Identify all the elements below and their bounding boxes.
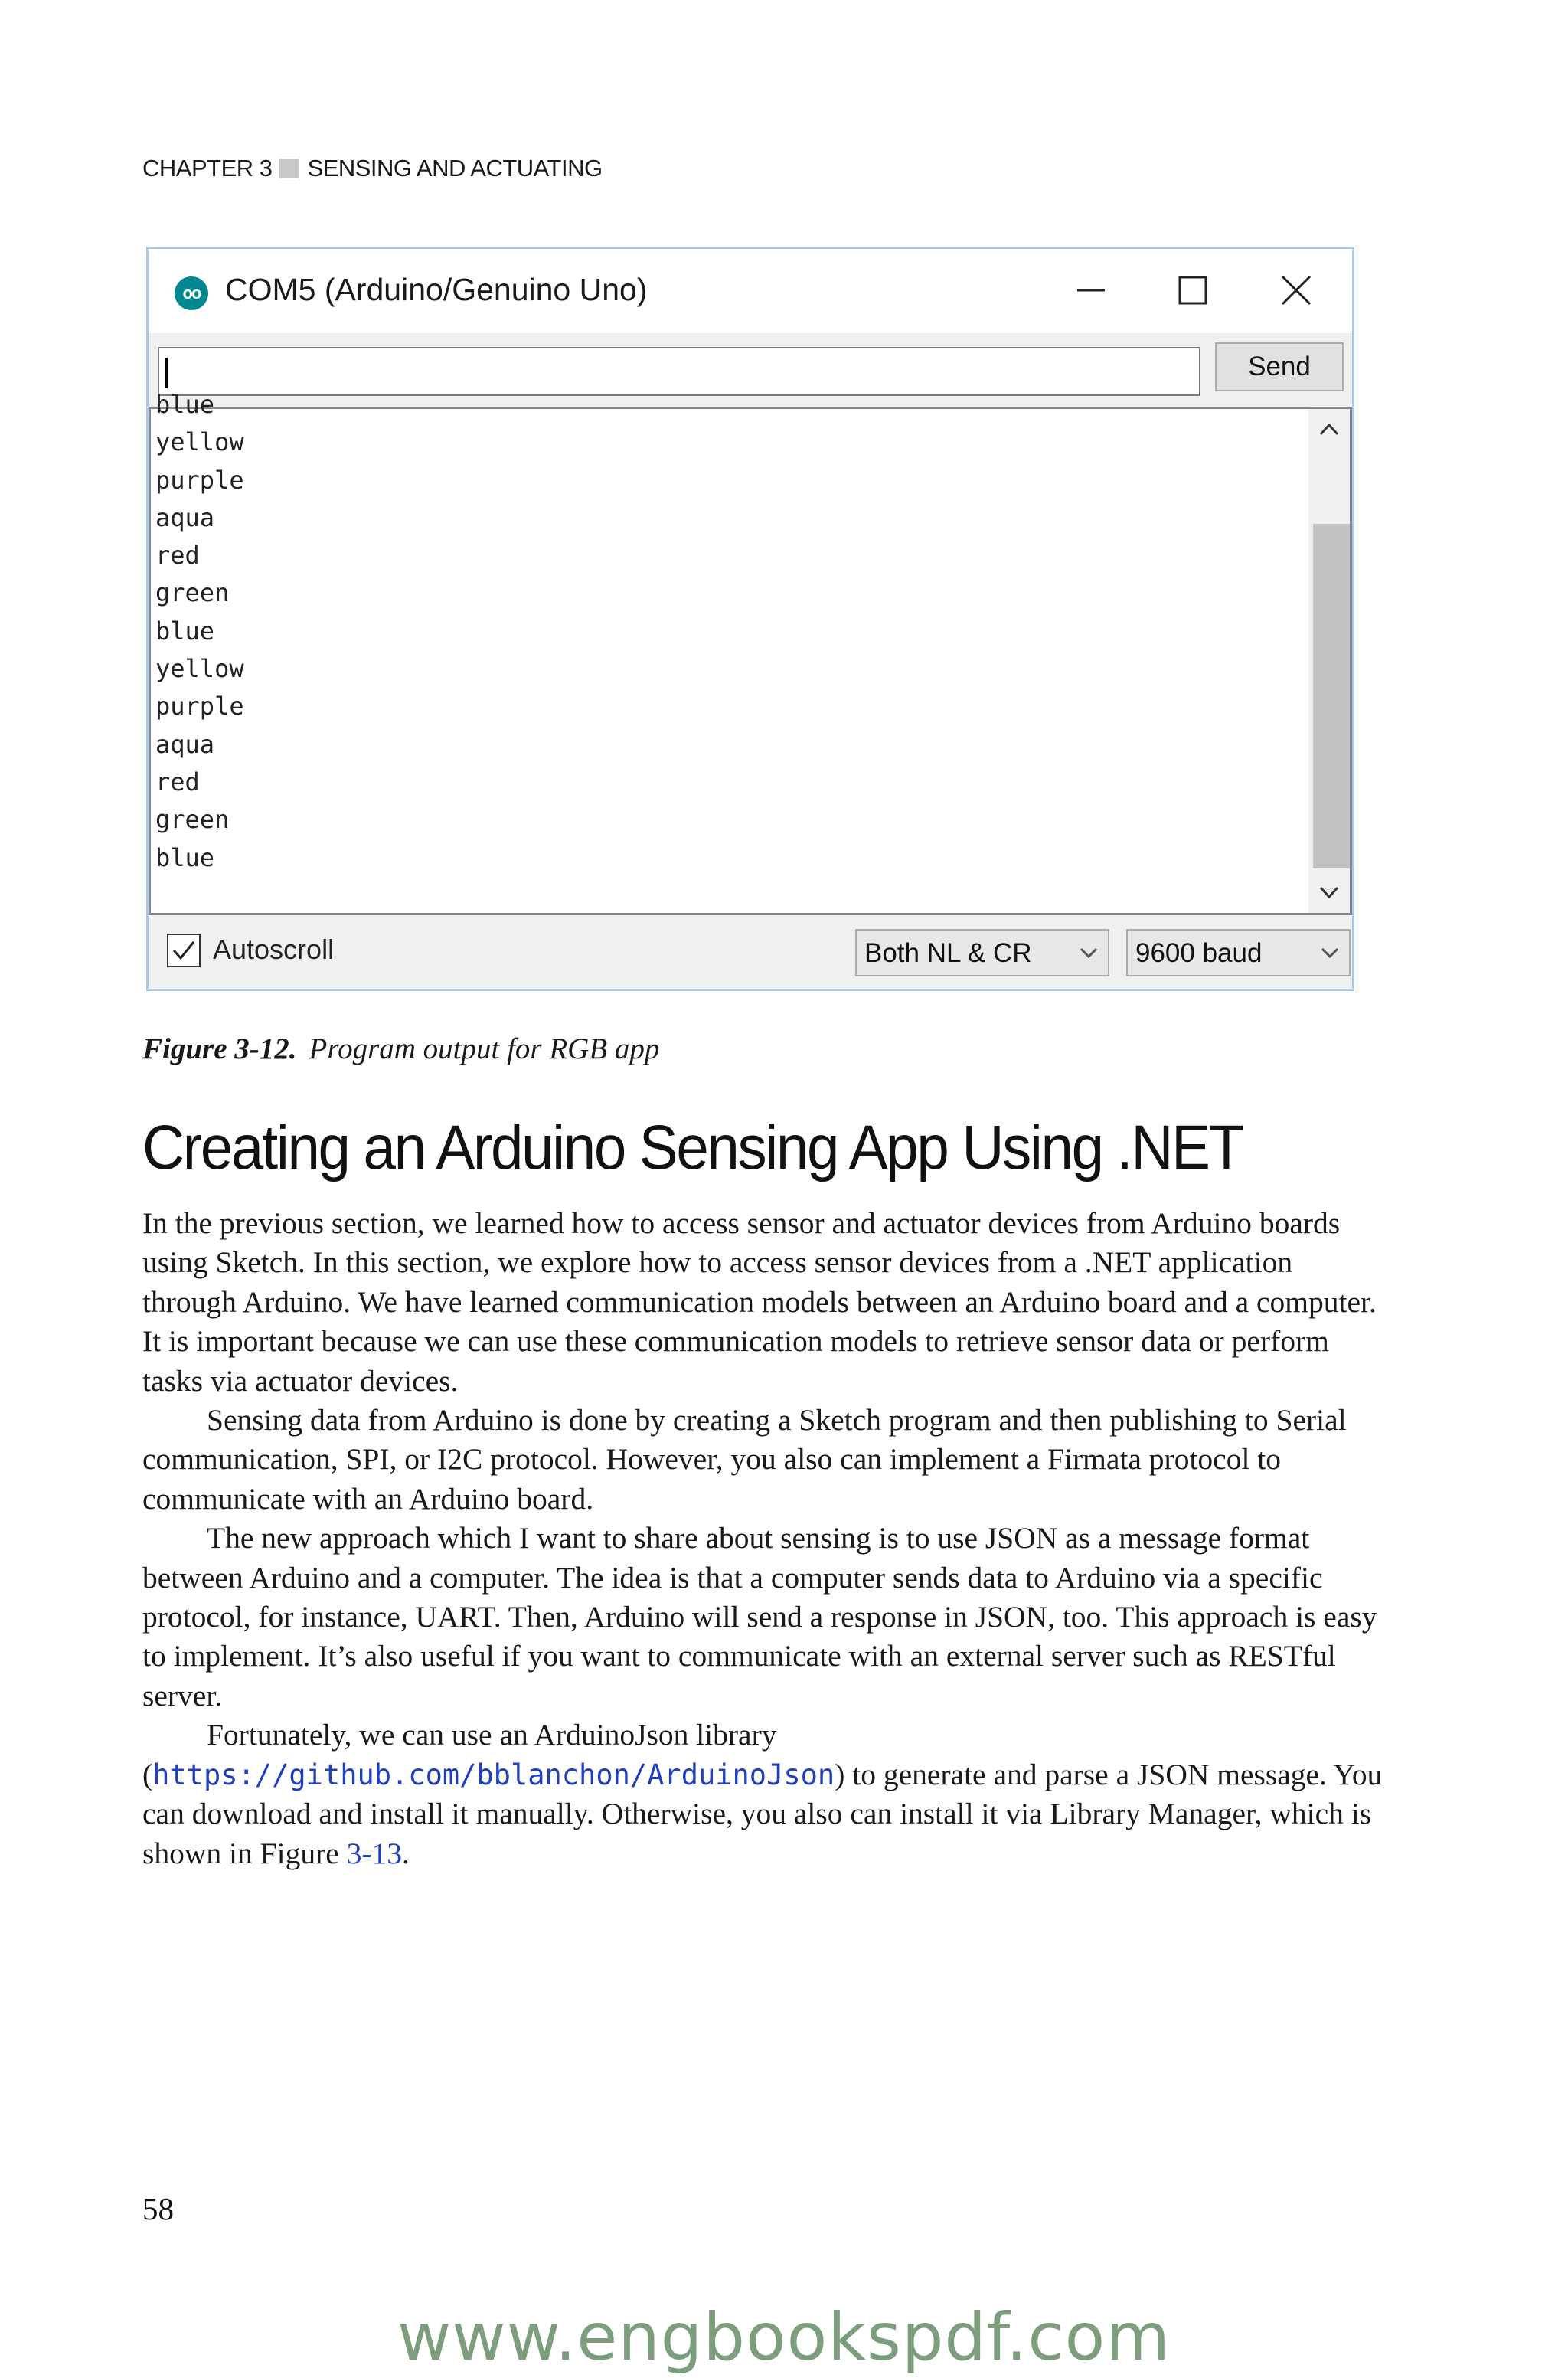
paragraph: The new approach which I want to share about sensing is to use JSON as a message format between Arduino and a computer. The idea is that a computer sends data to Arduino via a specific protocol, for instance, UART. Then, Arduino will send a response in JSON, too. This approach is easy to implement. It’s also useful if you want to communicate with an external server such as RESTful server. (142, 1521, 1377, 1712)
paragraph-text: Fortunately, we can use an ArduinoJson library ( (142, 1718, 777, 1791)
output-lines (155, 386, 244, 877)
output-line: purple (155, 692, 244, 721)
scroll-thumb[interactable] (1313, 524, 1350, 868)
watermark: www.engbookspdf.com (397, 2299, 1171, 2376)
maximize-icon (1178, 275, 1208, 306)
close-icon (1279, 273, 1313, 307)
paragraph-text: ) to generate and parse a JSON message. You can download and install it manually. Otherwise, you also can install it via Library Manager, which is shown in Figure (142, 1757, 1383, 1870)
output-line: aqua (155, 729, 215, 759)
output-line: blue (155, 616, 215, 646)
output-line: yellow (155, 427, 244, 457)
output-line: green (155, 805, 230, 835)
figure-caption-text: Program output for RGB app (309, 1032, 660, 1065)
serial-monitor-window (146, 247, 1354, 991)
figure-label: Figure 3-12. (142, 1032, 297, 1065)
close-button[interactable] (1269, 267, 1323, 313)
vertical-scrollbar[interactable] (1308, 409, 1350, 913)
send-row (149, 333, 1352, 410)
arduino-logo-icon: oo (175, 276, 208, 310)
page-number: 58 (142, 2191, 174, 2226)
scroll-down-arrow-icon[interactable] (1316, 879, 1342, 905)
arduinojson-link[interactable]: https://github.com/bblanchon/ArduinoJson (152, 1758, 835, 1791)
output-line: green (155, 578, 230, 608)
output-line: purple (155, 465, 244, 495)
figure-reference-link[interactable]: 3-13 (346, 1836, 403, 1870)
output-line: yellow (155, 654, 244, 684)
body-text (142, 1204, 1383, 1873)
output-line: blue (155, 390, 215, 419)
baud-rate-select[interactable] (1126, 929, 1351, 976)
serial-output (149, 390, 1352, 915)
line-ending-value: Both NL & CR (864, 938, 1032, 968)
paragraph-text: . (402, 1836, 410, 1870)
minimize-icon (1076, 275, 1106, 306)
section-heading: Creating an Arduino Sensing App Using .NET (142, 1113, 1243, 1182)
paragraph (142, 1716, 1383, 1873)
line-ending-select[interactable] (855, 929, 1109, 976)
paragraph: In the previous section, we learned how to access sensor and actuator devices from Arduino boards using Sketch. In this section, we explore how to access sensor devices from a .NET application through Arduino. We have learned communication models between an Arduino board and a computer. It is important because we can use these communication models to retrieve sensor data or perform tasks via actuator devices. (142, 1206, 1377, 1398)
output-line: aqua (155, 502, 215, 532)
maximize-button[interactable] (1166, 267, 1220, 313)
figure-caption (142, 1032, 659, 1066)
window-title: COM5 (Arduino/Genuino Uno) (225, 272, 648, 307)
chapter-label: CHAPTER 3 (142, 155, 273, 182)
chevron-down-icon (1318, 941, 1341, 964)
chevron-down-icon (1077, 941, 1100, 964)
checkmark-icon (170, 937, 198, 964)
running-head (142, 155, 603, 182)
send-button[interactable]: Send (1215, 342, 1344, 391)
serial-input[interactable] (158, 347, 1200, 396)
autoscroll-label: Autoscroll (213, 934, 335, 965)
section-label: SENSING AND ACTUATING (307, 155, 603, 182)
output-line: red (155, 541, 200, 571)
window-titlebar (149, 249, 1352, 333)
scroll-up-arrow-icon[interactable] (1316, 417, 1342, 443)
minimize-button[interactable] (1064, 267, 1118, 313)
baud-rate-value: 9600 baud (1135, 938, 1263, 968)
separator-square-icon (279, 159, 299, 178)
window-footer (149, 915, 1352, 989)
output-line: red (155, 767, 200, 796)
output-line: blue (155, 842, 215, 872)
paragraph: Sensing data from Arduino is done by creating a Sketch program and then publishing to Serial communication, SPI, or I2C protocol. However, you also can implement a Firmata protocol to communicate with an Arduino board. (142, 1403, 1347, 1516)
autoscroll-checkbox[interactable] (167, 934, 201, 967)
